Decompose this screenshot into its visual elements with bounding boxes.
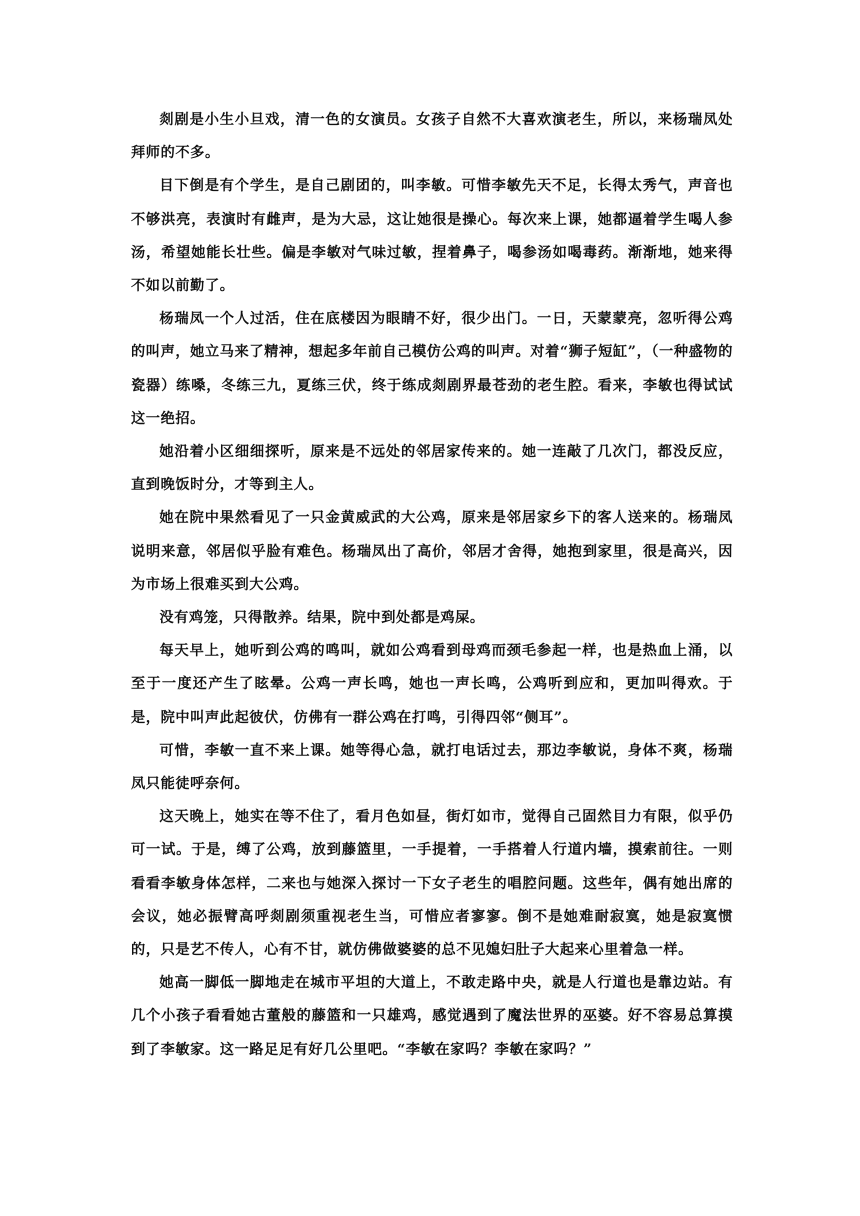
paragraph: 每天早上，她听到公鸡的鸣叫，就如公鸡看到母鸡而颈毛参起一样，也是热血上涌，以至于一度还产生了眩晕。公鸡一声长鸣，她也一声长鸣，公鸡听到应和，更加叫得欢。于是，院中叫声此起彼伏，仿佛有一群公鸡在打鸣，引得四邻“侧耳”。 xyxy=(131,643,733,726)
paragraph: 她高一脚低一脚地走在城市平坦的大道上，不敢走路中央，就是人行道也是靠边站。有几个小孩子看看她古董般的藤篮和一只雄鸡，感觉遇到了魔法世界的巫婆。好不容易总算摸到了李敏家。这一路足足有好几公里吧。“李敏在家吗？李敏在家吗？” xyxy=(131,975,733,1058)
document-body xyxy=(131,104,733,1067)
paragraph: 没有鸡笼，只得散养。结果，院中到处都是鸡屎。 xyxy=(159,610,485,627)
paragraph: 剡剧是小生小旦戏，清一色的女演员。女孩子自然不大喜欢演老生，所以，来杨瑞凤处拜师的不多。 xyxy=(131,112,733,162)
paragraph: 目下倒是有个学生，是自己剧团的，叫李敏。可惜李敏先天不足，长得太秀气，声音也不够洪亮，表演时有雌声，是为大忌，这让她很是操心。每次来上课，她都逼着学生喝人参汤，希望她能长壮些。偏是李敏对气味过敏，捏着鼻子，喝参汤如喝毒药。渐渐地，她来得不如以前勤了。 xyxy=(131,178,733,295)
paragraph: 她沿着小区细细探听，原来是不远处的邻居家传来的。她一连敲了几次门，都没反应，直到晚饭时分，才等到主人。 xyxy=(131,444,733,494)
paragraph: 这天晚上，她实在等不住了，看月色如昼，街灯如市，觉得自己固然目力有限，似乎仍可一试。于是，缚了公鸡，放到藤篮里，一手提着，一手搭着人行道内墙，摸索前往。一则看看李敏身体怎样，二来也与她深入探讨一下女子老生的唱腔问题。这些年，偶有她出席的会议，她必振臂高呼剡剧须重视老生当，可惜应者寥寥。倒不是她难耐寂寞，她是寂寞惯的，只是艺不传人，心有不甘，就仿佛做婆婆的总不见媳妇肚子大起来心里着急一样。 xyxy=(131,809,733,959)
paragraph: 她在院中果然看见了一只金黄威武的大公鸡，原来是邻居家乡下的客人送来的。杨瑞凤说明来意，邻居似乎脸有难色。杨瑞凤出了高价，邻居才舍得，她抱到家里，很是高兴，因为市场上很难买到大公鸡。 xyxy=(131,510,733,593)
paragraph: 杨瑞凤一个人过活，住在底楼因为眼睛不好，很少出门。一日，天蒙蒙亮，忽听得公鸡的叫声，她立马来了精神，想起多年前自己模仿公鸡的叫声。对着“狮子短缸”，（一种盛物的瓷器）练嗓，冬练三九，夏练三伏，终于练成剡剧界最苍劲的老生腔。看来，李敏也得试试这一绝招。 xyxy=(131,311,733,427)
paragraph: 可惜，李敏一直不来上课。她等得心急，就打电话过去，那边李敏说，身体不爽，杨瑞凤只能徒呼奈何。 xyxy=(131,742,733,793)
